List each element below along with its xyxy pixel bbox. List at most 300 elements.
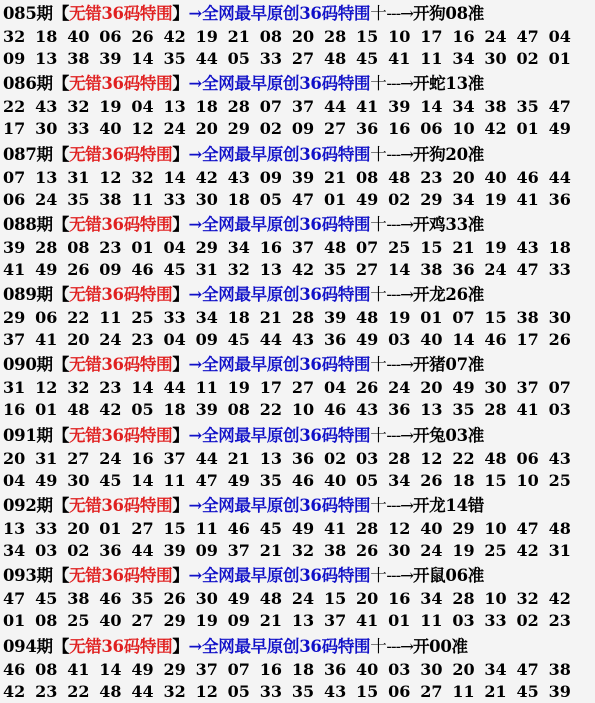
number-cell: 49 (131, 659, 154, 679)
bracket-close: 】 (172, 636, 189, 656)
number-cell: 30 (484, 49, 507, 68)
number-cell: 32 (131, 167, 154, 187)
number-cell: 13 (35, 167, 58, 187)
number-cell: 07 (356, 237, 379, 257)
plus-sign: 十 (370, 74, 387, 94)
number-cell: 14 (131, 470, 154, 490)
number-cell: 40 (67, 27, 90, 46)
number-cell: 37 (227, 541, 250, 561)
number-cell: 44 (131, 681, 154, 701)
period-header (0, 283, 595, 307)
title-label: 无错36码特围 (68, 496, 173, 516)
title-label: 无错36码特围 (68, 4, 173, 23)
number-cell: 21 (323, 167, 347, 187)
arrow-dashes: ---→ (386, 144, 413, 164)
number-cell: 42 (484, 119, 507, 139)
number-cell: 07 (259, 97, 283, 117)
number-cell: 23 (99, 237, 122, 257)
number-cell: 30 (195, 589, 218, 609)
number-cell: 49 (35, 470, 58, 490)
issue-number: 087期 (3, 144, 53, 164)
number-cell: 14 (131, 378, 154, 398)
number-cell: 20 (420, 378, 443, 398)
number-cell: 46 (131, 259, 154, 279)
period-block (0, 70, 595, 140)
number-cell: 08 (35, 611, 58, 631)
number-row (0, 237, 595, 259)
number-cell: 05 (131, 400, 154, 420)
number-row (0, 681, 595, 703)
number-cell: 20 (3, 448, 26, 468)
bracket-close: 】 (172, 285, 189, 305)
title-label: 无错36码特围 (68, 566, 173, 586)
number-cell: 42 (195, 167, 218, 187)
number-cell: 34 (452, 49, 475, 68)
number-row (0, 329, 595, 351)
number-cell: 13 (35, 49, 58, 68)
number-cell: 35 (323, 259, 347, 279)
number-cell: 27 (291, 49, 315, 68)
number-cell: 41 (67, 659, 90, 679)
number-cell: 17 (516, 330, 539, 350)
number-cell: 15 (356, 681, 379, 701)
number-cell: 35 (452, 400, 475, 420)
number-cell: 22 (67, 681, 90, 701)
number-cell: 23 (420, 167, 443, 187)
number-cell: 25 (484, 541, 507, 561)
number-cell: 43 (356, 400, 379, 420)
number-cell: 07 (227, 659, 250, 679)
number-cell: 49 (548, 119, 571, 139)
number-cell: 14 (388, 259, 411, 279)
number-cell: 06 (516, 448, 539, 468)
number-cell: 18 (227, 189, 250, 209)
number-cell: 13 (259, 448, 283, 468)
number-cell: 29 (195, 237, 218, 257)
number-cell: 47 (516, 259, 539, 279)
number-cell: 40 (356, 659, 379, 679)
number-cell: 38 (67, 49, 90, 68)
number-cell: 39 (163, 541, 186, 561)
number-cell: 33 (163, 308, 186, 328)
number-cell: 36 (99, 541, 122, 561)
number-cell: 42 (291, 259, 315, 279)
number-cell: 20 (291, 27, 315, 46)
number-cell: 29 (227, 119, 250, 139)
number-cell: 26 (356, 378, 379, 398)
period-block (0, 562, 595, 632)
number-cell: 06 (35, 308, 58, 328)
number-cell: 32 (67, 97, 90, 117)
number-cell: 42 (99, 400, 122, 420)
arrow-dashes: ---→ (386, 566, 413, 586)
slogan-text: →全网最早原创36码特围 (188, 496, 371, 516)
number-cell: 19 (195, 27, 218, 46)
result-text: 开00准 (412, 636, 468, 656)
number-cell: 20 (195, 119, 218, 139)
number-cell: 45 (163, 259, 186, 279)
number-cell: 13 (3, 519, 26, 539)
number-cell: 47 (516, 519, 539, 539)
number-row (0, 448, 595, 470)
number-cell: 11 (420, 49, 443, 68)
number-cell: 18 (291, 659, 315, 679)
number-cell: 18 (163, 400, 186, 420)
period-block (0, 141, 595, 211)
bracket-open: 【 (52, 4, 69, 23)
number-cell: 48 (484, 448, 507, 468)
number-cell: 20 (452, 167, 475, 187)
number-cell: 08 (35, 659, 58, 679)
number-cell: 27 (356, 259, 379, 279)
issue-number: 093期 (3, 566, 53, 586)
number-cell: 43 (291, 330, 315, 350)
number-cell: 45 (227, 330, 250, 350)
number-cell: 30 (388, 541, 411, 561)
number-cell: 44 (195, 448, 218, 468)
number-cell: 30 (35, 119, 58, 139)
number-cell: 44 (323, 97, 347, 117)
number-cell: 26 (548, 330, 571, 350)
result-text: 开猪07准 (412, 355, 484, 375)
bracket-open: 【 (52, 425, 69, 445)
number-cell: 01 (131, 237, 154, 257)
number-cell: 13 (291, 611, 315, 631)
number-cell: 16 (259, 237, 283, 257)
number-cell: 15 (484, 470, 507, 490)
number-cell: 08 (356, 167, 379, 187)
number-row (0, 167, 595, 189)
slogan-text: →全网最早原创36码特围 (188, 566, 371, 586)
result-text: 开狗08准 (412, 4, 484, 23)
number-cell: 24 (35, 189, 58, 209)
number-cell: 27 (291, 378, 315, 398)
number-cell: 26 (356, 541, 379, 561)
number-cell: 32 (227, 259, 250, 279)
number-cell: 01 (388, 611, 411, 631)
bracket-open: 【 (52, 74, 69, 94)
number-cell: 27 (420, 681, 443, 701)
number-cell: 36 (548, 189, 571, 209)
period-header (0, 635, 595, 659)
number-cell: 07 (548, 378, 571, 398)
number-cell: 38 (516, 308, 539, 328)
number-cell: 28 (323, 27, 347, 46)
number-cell: 10 (291, 400, 315, 420)
number-cell: 01 (516, 119, 539, 139)
number-cell: 14 (131, 49, 154, 68)
number-cell: 40 (420, 519, 443, 539)
number-cell: 05 (356, 470, 379, 490)
number-cell: 46 (227, 519, 250, 539)
number-cell: 39 (99, 49, 122, 68)
number-cell: 16 (388, 119, 411, 139)
period-block (0, 0, 595, 70)
number-cell: 20 (67, 330, 90, 350)
number-cell: 15 (323, 589, 347, 609)
period-header (0, 143, 595, 167)
bracket-open: 【 (52, 636, 69, 656)
number-cell: 47 (548, 97, 571, 117)
number-row (0, 307, 595, 329)
number-cell: 30 (420, 659, 443, 679)
number-cell: 04 (163, 330, 186, 350)
number-cell: 13 (163, 97, 186, 117)
issue-number: 091期 (3, 425, 53, 445)
number-cell: 44 (163, 378, 186, 398)
number-cell: 29 (3, 308, 26, 328)
slogan-text: →全网最早原创36码特围 (188, 144, 371, 164)
bracket-close: 】 (172, 355, 189, 375)
number-row (0, 48, 595, 70)
issue-number: 090期 (3, 355, 53, 375)
number-cell: 49 (356, 189, 379, 209)
number-cell: 38 (67, 589, 90, 609)
number-cell: 48 (356, 308, 379, 328)
number-cell: 34 (452, 97, 475, 117)
number-cell: 09 (227, 611, 250, 631)
number-cell: 39 (388, 97, 411, 117)
number-cell: 21 (227, 448, 250, 468)
number-cell: 29 (452, 519, 475, 539)
number-cell: 22 (67, 308, 90, 328)
number-cell: 43 (323, 681, 347, 701)
number-cell: 13 (420, 400, 443, 420)
number-cell: 34 (484, 659, 507, 679)
slogan-text: →全网最早原创36码特围 (188, 636, 371, 656)
number-row (0, 540, 595, 562)
number-cell: 11 (163, 470, 186, 490)
number-row (0, 470, 595, 492)
number-cell: 22 (452, 448, 475, 468)
arrow-dashes: ---→ (386, 355, 413, 375)
number-cell: 49 (291, 519, 315, 539)
period-block (0, 351, 595, 421)
number-cell: 41 (516, 400, 539, 420)
number-cell: 27 (131, 611, 154, 631)
number-row (0, 96, 595, 118)
number-cell: 19 (484, 189, 507, 209)
number-row (0, 610, 595, 632)
number-cell: 43 (227, 167, 250, 187)
number-cell: 02 (67, 541, 90, 561)
period-block (0, 281, 595, 351)
number-cell: 38 (484, 97, 507, 117)
title-label: 无错36码特围 (68, 74, 173, 94)
number-cell: 12 (388, 519, 411, 539)
number-cell: 47 (3, 589, 26, 609)
number-cell: 03 (548, 400, 571, 420)
number-cell: 04 (3, 470, 26, 490)
number-cell: 05 (259, 189, 283, 209)
number-cell: 04 (131, 97, 154, 117)
number-cell: 15 (356, 27, 379, 46)
number-cell: 48 (388, 167, 411, 187)
number-cell: 35 (291, 681, 315, 701)
number-cell: 21 (452, 237, 475, 257)
number-cell: 09 (99, 259, 122, 279)
number-cell: 39 (323, 308, 347, 328)
number-cell: 26 (131, 27, 154, 46)
slogan-text: →全网最早原创36码特围 (188, 74, 371, 94)
number-row (0, 518, 595, 540)
bracket-close: 】 (172, 425, 189, 445)
number-cell: 31 (35, 448, 58, 468)
number-cell: 11 (452, 681, 475, 701)
number-cell: 26 (163, 589, 186, 609)
number-cell: 19 (227, 378, 250, 398)
number-cell: 20 (452, 659, 475, 679)
number-cell: 28 (388, 448, 411, 468)
number-cell: 06 (420, 119, 443, 139)
number-cell: 41 (388, 49, 411, 68)
number-row (0, 588, 595, 610)
issue-number: 085期 (3, 4, 53, 23)
number-cell: 26 (67, 259, 90, 279)
number-cell: 33 (548, 259, 571, 279)
bracket-open: 【 (52, 355, 69, 375)
number-cell: 34 (452, 189, 475, 209)
number-cell: 24 (99, 330, 122, 350)
number-cell: 01 (548, 49, 571, 68)
number-cell: 32 (516, 589, 539, 609)
number-cell: 21 (259, 308, 283, 328)
number-cell: 25 (548, 470, 571, 490)
number-cell: 02 (516, 611, 539, 631)
number-row (0, 399, 595, 421)
number-cell: 44 (131, 541, 154, 561)
number-cell: 21 (259, 541, 283, 561)
number-cell: 04 (548, 27, 571, 46)
number-cell: 14 (99, 659, 122, 679)
number-row (0, 659, 595, 681)
number-cell: 09 (3, 49, 26, 68)
number-cell: 01 (35, 400, 58, 420)
number-cell: 06 (3, 189, 26, 209)
number-cell: 48 (99, 681, 122, 701)
number-cell: 47 (291, 189, 315, 209)
number-cell: 36 (291, 448, 315, 468)
number-cell: 33 (259, 681, 283, 701)
period-block (0, 633, 595, 703)
number-cell: 28 (356, 519, 379, 539)
number-cell: 19 (99, 97, 122, 117)
number-cell: 11 (131, 189, 154, 209)
number-cell: 01 (323, 189, 347, 209)
bracket-close: 】 (172, 4, 189, 23)
number-cell: 06 (99, 27, 122, 46)
number-cell: 39 (195, 400, 218, 420)
number-cell: 21 (227, 27, 250, 46)
number-cell: 15 (420, 237, 443, 257)
number-cell: 27 (131, 519, 154, 539)
arrow-dashes: ---→ (386, 496, 413, 516)
plus-sign: 十 (370, 214, 387, 234)
number-cell: 28 (291, 308, 315, 328)
number-cell: 37 (3, 330, 26, 350)
number-cell: 03 (356, 448, 379, 468)
number-cell: 49 (227, 589, 250, 609)
number-cell: 09 (291, 119, 315, 139)
number-row (0, 26, 595, 48)
number-cell: 32 (163, 681, 186, 701)
number-cell: 44 (548, 167, 571, 187)
number-cell: 16 (3, 400, 26, 420)
period-header (0, 353, 595, 377)
number-cell: 01 (99, 519, 122, 539)
number-cell: 02 (259, 119, 283, 139)
number-cell: 16 (259, 659, 283, 679)
number-cell: 35 (259, 470, 283, 490)
number-cell: 41 (356, 611, 379, 631)
number-cell: 16 (452, 27, 475, 46)
plus-sign: 十 (370, 355, 387, 375)
number-cell: 41 (356, 97, 379, 117)
slogan-text: →全网最早原创36码特围 (188, 214, 371, 234)
number-cell: 41 (516, 189, 539, 209)
title-label: 无错36码特围 (68, 144, 173, 164)
number-cell: 28 (35, 237, 58, 257)
number-cell: 04 (163, 237, 186, 257)
period-block (0, 211, 595, 281)
number-cell: 44 (259, 330, 283, 350)
number-cell: 48 (323, 237, 347, 257)
number-cell: 04 (323, 378, 347, 398)
number-cell: 17 (3, 119, 26, 139)
number-cell: 49 (227, 470, 250, 490)
number-cell: 18 (195, 97, 218, 117)
number-cell: 22 (3, 97, 26, 117)
result-text: 开龙14错 (412, 496, 484, 516)
number-cell: 41 (323, 519, 347, 539)
number-cell: 36 (323, 659, 347, 679)
bracket-open: 【 (52, 496, 69, 516)
issue-number: 094期 (3, 636, 53, 656)
number-cell: 30 (484, 378, 507, 398)
slogan-text: →全网最早原创36码特围 (188, 425, 371, 445)
number-cell: 32 (3, 27, 26, 46)
number-cell: 48 (548, 519, 571, 539)
number-cell: 21 (259, 611, 283, 631)
number-cell: 09 (195, 330, 218, 350)
number-cell: 46 (291, 470, 315, 490)
number-cell: 45 (516, 681, 539, 701)
number-row (0, 377, 595, 399)
number-cell: 42 (548, 589, 571, 609)
number-cell: 49 (356, 330, 379, 350)
result-text: 开鸡33准 (412, 214, 484, 234)
bracket-open: 【 (52, 214, 69, 234)
number-cell: 12 (131, 119, 154, 139)
number-cell: 37 (291, 97, 315, 117)
number-cell: 27 (67, 448, 90, 468)
number-cell: 10 (484, 589, 507, 609)
number-cell: 19 (388, 308, 411, 328)
plus-sign: 十 (370, 636, 387, 656)
number-cell: 37 (163, 448, 186, 468)
number-cell: 37 (323, 611, 347, 631)
number-cell: 48 (323, 49, 347, 68)
number-cell: 03 (388, 330, 411, 350)
issue-number: 089期 (3, 285, 53, 305)
number-cell: 17 (420, 27, 443, 46)
number-cell: 26 (420, 470, 443, 490)
period-header (0, 424, 595, 448)
slogan-text: →全网最早原创36码特围 (188, 4, 371, 23)
number-cell: 46 (323, 400, 347, 420)
number-row (0, 259, 595, 281)
number-cell: 13 (259, 259, 283, 279)
